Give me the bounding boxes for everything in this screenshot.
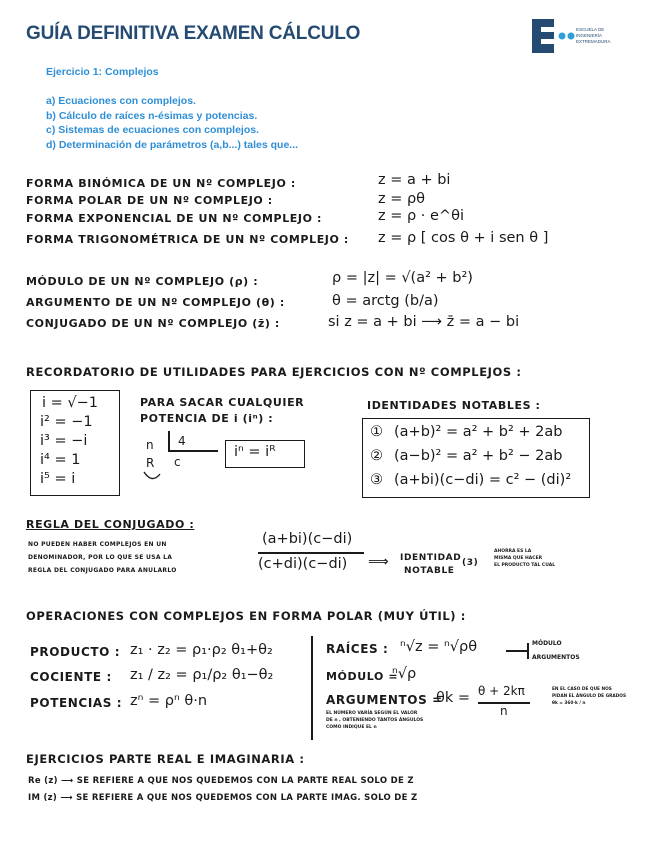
- polar-heading: OPERACIONES CON COMPLEJOS EN FORMA POLAR (MUY ÚTIL) :: [26, 609, 466, 623]
- exercise-item: a) Ecuaciones con complejos.: [46, 95, 196, 107]
- arguments-denominator: n: [500, 704, 508, 718]
- exercise-list: [46, 94, 298, 152]
- power-item: i⁴ = 1: [40, 452, 81, 468]
- fraction-bar: [258, 552, 364, 554]
- roots-formula: ⁿ√z = ⁿ√ρθ: [400, 639, 478, 655]
- conjugate-heading: REGLA DEL CONJUGADO :: [26, 518, 195, 531]
- division-n: n: [146, 438, 154, 452]
- deg-note-line: θk = 360·k / n: [552, 701, 586, 706]
- exercise-title: Ejercicio 1: Complejos: [46, 66, 159, 78]
- identity-text: (a−b)² = a² + b² − 2ab: [394, 448, 563, 464]
- logo-text-3: EXTREMADURA: [576, 39, 611, 44]
- prop-formula: si z = a + bi ⟶ z̄ = a − bi: [328, 314, 520, 330]
- arguments-formula: θk =: [436, 690, 471, 706]
- conjugate-note-line: DENOMINADOR, POR LO QUE SE USA LA: [28, 554, 173, 561]
- powers-label: POTENCIAS :: [30, 696, 123, 710]
- quotient-label: COCIENTE :: [30, 670, 112, 684]
- arg-note-line: EL NÚMERO VARÍA SEGÚN EL VALOR: [326, 711, 418, 716]
- imag-part-line: IM (z) ⟶ SE REFIERE A QUE NOS QUEDEMOS CON LA PARTE IMAG. SOLO DE Z: [28, 793, 418, 803]
- logo-text-1: ESCUELA DE: [576, 27, 605, 32]
- implies-arrow-icon: ⟹: [368, 554, 389, 570]
- arguments-note: [326, 710, 423, 731]
- power-item: i² = −1: [40, 414, 93, 430]
- prop-formula: ρ = |z| = √(a² + b²): [332, 270, 473, 286]
- form-formula: z = ρ · e^θi: [378, 208, 464, 224]
- real-imag-heading: EJERCICIOS PARTE REAL E IMAGINARIA :: [26, 752, 305, 766]
- product-formula: z₁ · z₂ = ρ₁·ρ₂ θ₁+θ₂: [130, 642, 273, 658]
- power-note: PARA SACAR CUALQUIER POTENCIA DE i (iⁿ) :: [140, 396, 305, 425]
- roots-label: RAÍCES :: [326, 642, 389, 656]
- division-c: c: [174, 455, 181, 469]
- power-item: i = √−1: [42, 395, 99, 411]
- roots-arrow-line: [506, 650, 528, 652]
- arguments-numerator: θ + 2kπ: [478, 684, 525, 698]
- roots-out-arguments: ARGUMENTOS: [532, 654, 580, 661]
- conjugate-note-line: REGLA DEL CONJUGADO PARA ANULARLO: [28, 567, 177, 574]
- identity-label-1: IDENTIDAD: [400, 553, 462, 563]
- power-item: i⁵ = i: [40, 471, 76, 487]
- roots-out-modulus: MÓDULO: [532, 640, 562, 647]
- conjugate-note-line: NO PUEDEN HABER COMPLEJOS EN UN: [28, 541, 167, 548]
- fraction-numerator: (a+bi)(c−di): [262, 531, 353, 547]
- identity-num: ③: [370, 472, 383, 488]
- identity-num: ①: [370, 424, 383, 440]
- logo: [532, 17, 632, 55]
- form-label: FORMA BINÓMICA DE UN Nº COMPLEJO :: [26, 177, 296, 190]
- power-item: i³ = −i: [40, 433, 88, 449]
- column-divider: [311, 636, 313, 740]
- identity-text: (a+b)² = a² + b² + 2ab: [394, 424, 563, 440]
- deg-note-line: EN EL CASO DE QUE NOS: [552, 687, 612, 692]
- identities-heading: IDENTIDADES NOTABLES :: [367, 399, 541, 412]
- division-r: R: [146, 456, 155, 470]
- arg-note-line: COMO INDIQUE EL n: [326, 725, 377, 730]
- form-label: FORMA TRIGONOMÉTRICA DE UN Nº COMPLEJO :: [26, 233, 349, 246]
- roots-arrow-fork: [527, 643, 529, 659]
- identity-num: ②: [370, 448, 383, 464]
- prop-formula: θ = arctg (b/a): [332, 293, 439, 309]
- utilities-heading: RECORDATORIO DE UTILIDADES PARA EJERCICIOS CON Nº COMPLEJOS :: [26, 365, 522, 379]
- modulus-formula: ⁿ√ρ: [392, 666, 417, 682]
- exercise-item: b) Cálculo de raíces n-ésimas y potencias.: [46, 109, 258, 122]
- logo-mark-icon: [532, 17, 576, 55]
- conjugate-side-note: [494, 548, 555, 569]
- curved-arrow-icon: [142, 470, 162, 482]
- identity-label-2: NOTABLE: [404, 566, 455, 576]
- form-formula: z = ρθ: [378, 191, 426, 207]
- page-title: GUÍA DEFINITIVA EXAMEN CÁLCULO: [26, 23, 361, 44]
- division-d: 4: [178, 434, 186, 448]
- quotient-formula: z₁ / z₂ = ρ₁/ρ₂ θ₁−θ₂: [130, 667, 274, 683]
- form-label: FORMA EXPONENCIAL DE UN Nº COMPLEJO :: [26, 212, 322, 225]
- exercise-item: c) Sistemas de ecuaciones con complejos.: [46, 124, 259, 136]
- product-label: PRODUCTO :: [30, 645, 121, 659]
- identity-text: (a+bi)(c−di) = c² − (di)²: [394, 472, 572, 488]
- form-formula: z = a + bi: [378, 172, 451, 188]
- prop-label: ARGUMENTO DE UN Nº COMPLEJO (θ) :: [26, 296, 285, 309]
- fraction-denominator: (c+di)(c−di): [258, 556, 348, 572]
- side-note-line: EL PRODUCTO TAL CUAL: [494, 563, 556, 568]
- real-part-line: Re (z) ⟶ SE REFIERE A QUE NOS QUEDEMOS CON LA PARTE REAL SOLO DE Z: [28, 776, 414, 786]
- powers-formula: zⁿ = ρⁿ θ·n: [130, 693, 208, 709]
- power-rule: iⁿ = iᴿ: [234, 444, 276, 460]
- arguments-label: ARGUMENTOS =: [326, 693, 443, 707]
- prop-label: CONJUGADO DE UN Nº COMPLEJO (z̄) :: [26, 317, 280, 330]
- arg-note-line: DE n , OBTENIENDO TANTOS ÁNGULOS: [326, 718, 424, 723]
- modulus-label: MÓDULO =: [326, 670, 399, 683]
- degrees-side-note: [552, 686, 626, 707]
- logo-text-2: INGENIERÍA: [576, 33, 603, 38]
- side-note-line: AHORRA ES LA: [494, 549, 532, 554]
- division-bar-h: [168, 450, 218, 452]
- side-note-line: MISMA QUE HACER: [494, 556, 543, 561]
- form-formula: z = ρ [ cos θ + i sen θ ]: [378, 230, 549, 246]
- exercise-item: d) Determinación de parámetros (a,b...) tales que...: [46, 138, 299, 151]
- identity-num: (3): [462, 558, 479, 568]
- division-bar-v: [168, 431, 170, 451]
- form-label: FORMA POLAR DE UN Nº COMPLEJO :: [26, 194, 273, 207]
- deg-note-line: PIDAN EL ÁNGULO DE GRADOS: [552, 694, 627, 699]
- prop-label: MÓDULO DE UN Nº COMPLEJO (ρ) :: [26, 275, 259, 288]
